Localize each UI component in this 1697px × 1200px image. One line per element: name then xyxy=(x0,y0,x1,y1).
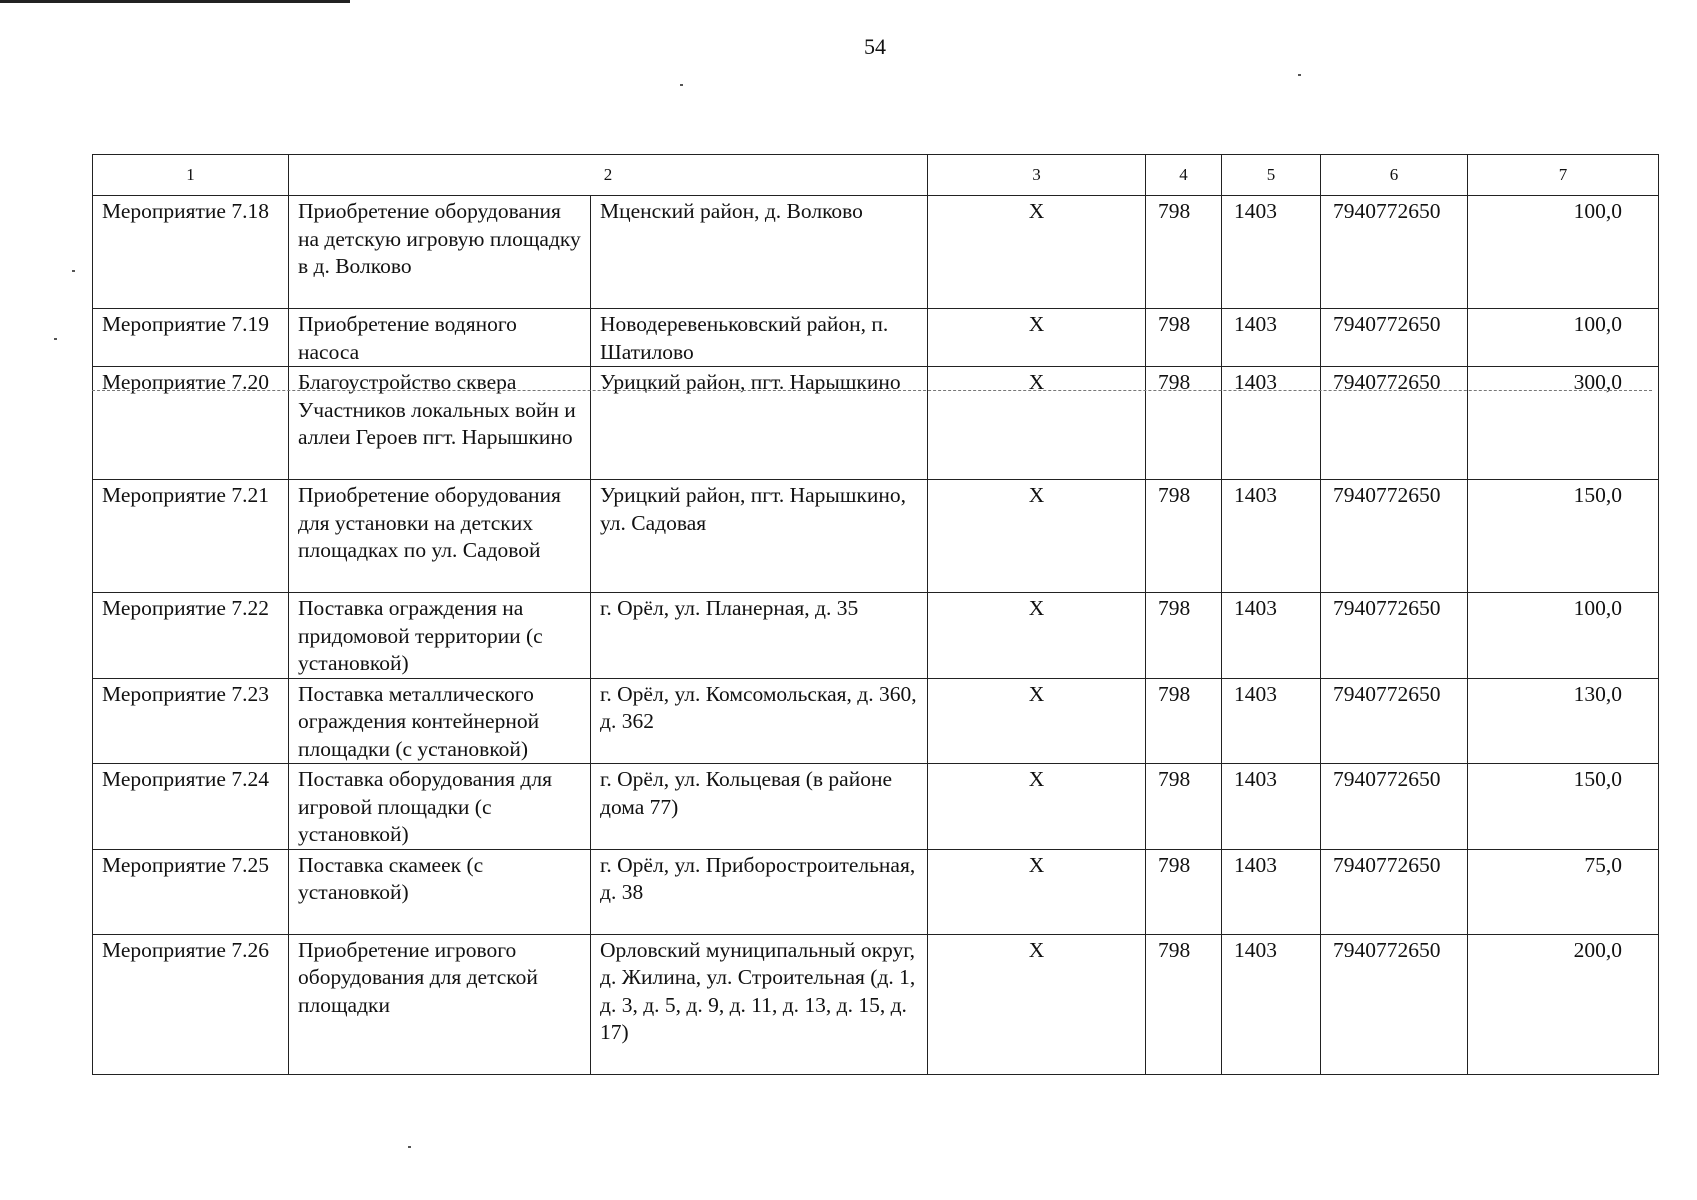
amount-value: 130,0 xyxy=(1468,678,1659,764)
column-6-value: 7940772650 xyxy=(1321,367,1468,480)
activity-location: г. Орёл, ул. Приборостроительная, д. 38 xyxy=(591,849,928,934)
column-5-value: 1403 xyxy=(1222,480,1321,593)
activity-location: г. Орёл, ул. Комсомольская, д. 360, д. 362 xyxy=(591,678,928,764)
column-header-7: 7 xyxy=(1468,155,1659,196)
scan-speck xyxy=(54,338,57,340)
activity-name: Поставка металлического ограждения контейнерной площадки (с установкой) xyxy=(289,678,591,764)
scan-speck xyxy=(408,1146,411,1148)
scan-speck xyxy=(680,84,683,86)
column-5-value: 1403 xyxy=(1222,196,1321,309)
column-6-value: 7940772650 xyxy=(1321,764,1468,850)
column-5-value: 1403 xyxy=(1222,849,1321,934)
activity-id: Мероприятие 7.21 xyxy=(93,480,289,593)
table-row xyxy=(93,480,1659,593)
activity-location: г. Орёл, ул. Планерная, д. 35 xyxy=(591,593,928,679)
column-3-value: Х xyxy=(928,196,1146,309)
column-header-1: 1 xyxy=(93,155,289,196)
table-row xyxy=(93,849,1659,934)
activity-id: Мероприятие 7.22 xyxy=(93,593,289,679)
amount-value: 75,0 xyxy=(1468,849,1659,934)
amount-value: 150,0 xyxy=(1468,764,1659,850)
activity-id: Мероприятие 7.20 xyxy=(93,367,289,480)
activity-location: Урицкий район, пгт. Нарышкино xyxy=(591,367,928,480)
amount-value: 200,0 xyxy=(1468,934,1659,1074)
column-3-value: Х xyxy=(928,764,1146,850)
activity-location: г. Орёл, ул. Кольцевая (в районе дома 77) xyxy=(591,764,928,850)
activity-name: Приобретение оборудования для установки на детских площадках по ул. Садовой xyxy=(289,480,591,593)
column-6-value: 7940772650 xyxy=(1321,849,1468,934)
table-row xyxy=(93,593,1659,679)
table-row xyxy=(93,934,1659,1074)
column-header-5: 5 xyxy=(1222,155,1321,196)
scan-artifact-dashed-line xyxy=(92,390,1652,391)
activity-location: Новодеревеньковский район, п. Шатилово xyxy=(591,309,928,367)
scan-speck xyxy=(72,270,75,272)
table-row xyxy=(93,678,1659,764)
column-5-value: 1403 xyxy=(1222,593,1321,679)
column-3-value: Х xyxy=(928,678,1146,764)
column-4-value: 798 xyxy=(1146,480,1222,593)
column-5-value: 1403 xyxy=(1222,764,1321,850)
activity-name: Приобретение водяного насоса xyxy=(289,309,591,367)
column-3-value: Х xyxy=(928,367,1146,480)
column-3-value: Х xyxy=(928,593,1146,679)
column-3-value: Х xyxy=(928,849,1146,934)
activity-name: Приобретение оборудования на детскую игровую площадку в д. Волково xyxy=(289,196,591,309)
amount-value: 100,0 xyxy=(1468,593,1659,679)
activities-table xyxy=(92,154,1659,1075)
amount-value: 100,0 xyxy=(1468,309,1659,367)
column-3-value: Х xyxy=(928,934,1146,1074)
activity-name: Поставка ограждения на придомовой территории (с установкой) xyxy=(289,593,591,679)
activity-name: Благоустройство сквера Участников локальных войн и аллеи Героев пгт. Нарышкино xyxy=(289,367,591,480)
column-5-value: 1403 xyxy=(1222,309,1321,367)
activity-id: Мероприятие 7.24 xyxy=(93,764,289,850)
column-6-value: 7940772650 xyxy=(1321,480,1468,593)
activity-id: Мероприятие 7.25 xyxy=(93,849,289,934)
amount-value: 300,0 xyxy=(1468,367,1659,480)
table-row xyxy=(93,764,1659,850)
table-row xyxy=(93,367,1659,480)
column-3-value: Х xyxy=(928,480,1146,593)
activity-id: Мероприятие 7.18 xyxy=(93,196,289,309)
column-6-value: 7940772650 xyxy=(1321,678,1468,764)
column-6-value: 7940772650 xyxy=(1321,934,1468,1074)
table-row xyxy=(93,309,1659,367)
column-4-value: 798 xyxy=(1146,196,1222,309)
amount-value: 150,0 xyxy=(1468,480,1659,593)
activity-name: Приобретение игрового оборудования для детской площадки xyxy=(289,934,591,1074)
activity-id: Мероприятие 7.26 xyxy=(93,934,289,1074)
column-header-4: 4 xyxy=(1146,155,1222,196)
column-6-value: 7940772650 xyxy=(1321,593,1468,679)
column-4-value: 798 xyxy=(1146,764,1222,850)
activity-location: Мценский район, д. Волково xyxy=(591,196,928,309)
activity-location: Урицкий район, пгт. Нарышкино, ул. Садовая xyxy=(591,480,928,593)
activity-name: Поставка оборудования для игровой площадки (с установкой) xyxy=(289,764,591,850)
column-4-value: 798 xyxy=(1146,849,1222,934)
column-6-value: 7940772650 xyxy=(1321,196,1468,309)
column-3-value: Х xyxy=(928,309,1146,367)
column-4-value: 798 xyxy=(1146,593,1222,679)
column-header-2: 2 xyxy=(289,155,928,196)
column-5-value: 1403 xyxy=(1222,934,1321,1074)
column-4-value: 798 xyxy=(1146,678,1222,764)
column-4-value: 798 xyxy=(1146,934,1222,1074)
column-header-3: 3 xyxy=(928,155,1146,196)
column-5-value: 1403 xyxy=(1222,678,1321,764)
scan-speck xyxy=(1298,74,1301,76)
column-6-value: 7940772650 xyxy=(1321,309,1468,367)
activity-id: Мероприятие 7.19 xyxy=(93,309,289,367)
top-rule xyxy=(0,0,350,3)
column-5-value: 1403 xyxy=(1222,367,1321,480)
amount-value: 100,0 xyxy=(1468,196,1659,309)
table-row xyxy=(93,196,1659,309)
activity-name: Поставка скамеек (с установкой) xyxy=(289,849,591,934)
column-4-value: 798 xyxy=(1146,309,1222,367)
column-number-row xyxy=(93,155,1659,196)
activity-id: Мероприятие 7.23 xyxy=(93,678,289,764)
page-number: 54 xyxy=(864,34,886,59)
column-header-6: 6 xyxy=(1321,155,1468,196)
column-4-value: 798 xyxy=(1146,367,1222,480)
activity-location: Орловский муниципальный округ, д. Жилина, ул. Строительная (д. 1, д. 3, д. 5, д. 9, д. 11, д. 13, д. 15, д. 17) xyxy=(591,934,928,1074)
